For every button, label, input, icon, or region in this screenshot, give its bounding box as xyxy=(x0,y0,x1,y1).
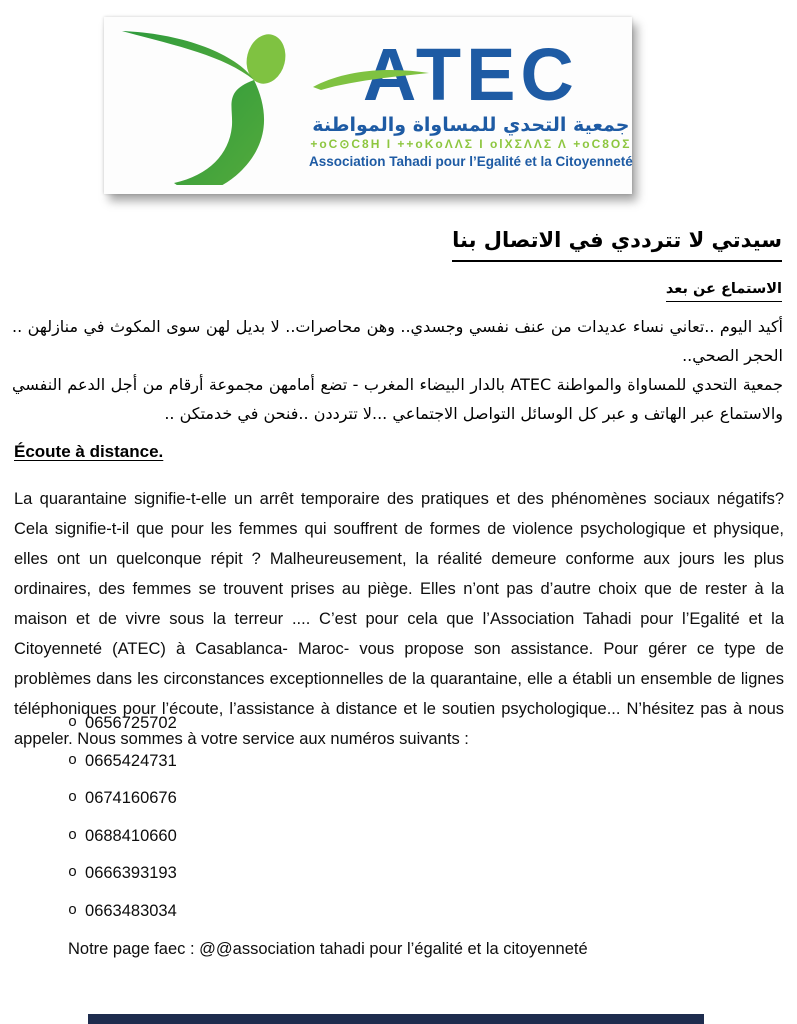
phone-number-item xyxy=(68,900,177,938)
list-bullet: o xyxy=(68,901,78,919)
arabic-paragraphs xyxy=(12,312,783,428)
arabic-paragraph-1: أكيد اليوم ..تعاني نساء عديدات من عنف نفسي وجسدي.. وهن محاصرات.. لا بديل لهن سوى المكوث في منازلهن .. الحجر الصحي.. xyxy=(12,317,783,365)
phone-number: 0674160676 xyxy=(85,789,177,807)
phone-number-item xyxy=(68,712,177,750)
list-bullet: o xyxy=(68,751,78,769)
list-bullet: o xyxy=(68,714,78,731)
phone-number: 0663483034 xyxy=(85,901,177,920)
list-bullet: o xyxy=(68,789,78,806)
logo-arabic-name: جمعية التحدي للمساواة والمواطنة xyxy=(312,114,630,136)
phone-number-item xyxy=(68,787,177,825)
logo-tifinagh-name: +oC⊙C8H I ++oKoΛΛΣ I olXΣΛΛΣ Λ +oC8OΣ xyxy=(310,137,632,151)
logo-text-block xyxy=(309,17,647,194)
arabic-title: سيدتي لا تترددي في الاتصال بنا xyxy=(452,226,782,262)
phone-number-item xyxy=(68,750,177,788)
phone-number: 0665424731 xyxy=(85,751,177,770)
arabic-paragraph-2: جمعية التحدي للمساواة والمواطنة ATEC بالدار البيضاء المغرب - تضع أمامهن مجموعة أرقام من أجل الدعم النفسي والاستماع عبر الهاتف و عبر كل الوسائل التواصل الاجتماعي ...لا تترددن ..فنحن في خدمتكن .. xyxy=(12,375,783,423)
arabic-subtitle: الاستماع عن بعد xyxy=(666,280,782,302)
list-bullet: o xyxy=(68,826,78,844)
french-paragraph: La quarantaine signifie-t-elle un arrêt temporaire des pratiques et des phénomènes sociaux négatifs? Cela signifie-t-il que pour les femmes qui souffrent de formes de violence psychologique et physique, elles ont un quelconque répit ? Malheureusement, la réalité demeure conforme aux jours les plus ordinaires, des femmes se trouvent prises au piège. Elles n’ont pas d’autre choix que de rester à la maison et de vivre sous la terreur .... C’est pour cela que l’Association Tahadi pour l’Egalité et la Citoyenneté (ATEC) à Casablanca- Maroc- vous propose son assistance. Pour gérer ce type de problèmes dans les circonstances exceptionnelles de la quarantaine, elle a établi un ensemble de lignes téléphoniques pour l’écoute, l’assistance à distance et le soutien psychologique... N’hésitez pas à nous appeler. Nous sommes à votre service aux numéros suivants : xyxy=(14,490,784,748)
facebook-page-line: Notre page faec : @@association tahadi pour l’égalité et la citoyenneté xyxy=(68,940,588,958)
logo-french-name: Association Tahadi pour l’Egalité et la Citoyenneté xyxy=(309,154,633,169)
logo-green-accent-icon xyxy=(311,65,431,91)
list-bullet: o xyxy=(68,864,78,881)
footer-bar xyxy=(88,1014,704,1024)
logo-atec-wordmark: ATEC xyxy=(362,33,579,116)
phone-list xyxy=(68,712,177,937)
french-heading: Écoute à distance. xyxy=(14,442,164,461)
phone-number-item xyxy=(68,825,177,863)
phone-number: 0656725702 xyxy=(85,714,177,732)
phone-number: 0666393193 xyxy=(85,864,177,882)
phone-number-item xyxy=(68,862,177,900)
atec-logo xyxy=(104,17,632,194)
logo-person-swoosh-icon xyxy=(104,17,309,194)
phone-number: 0688410660 xyxy=(85,826,177,845)
